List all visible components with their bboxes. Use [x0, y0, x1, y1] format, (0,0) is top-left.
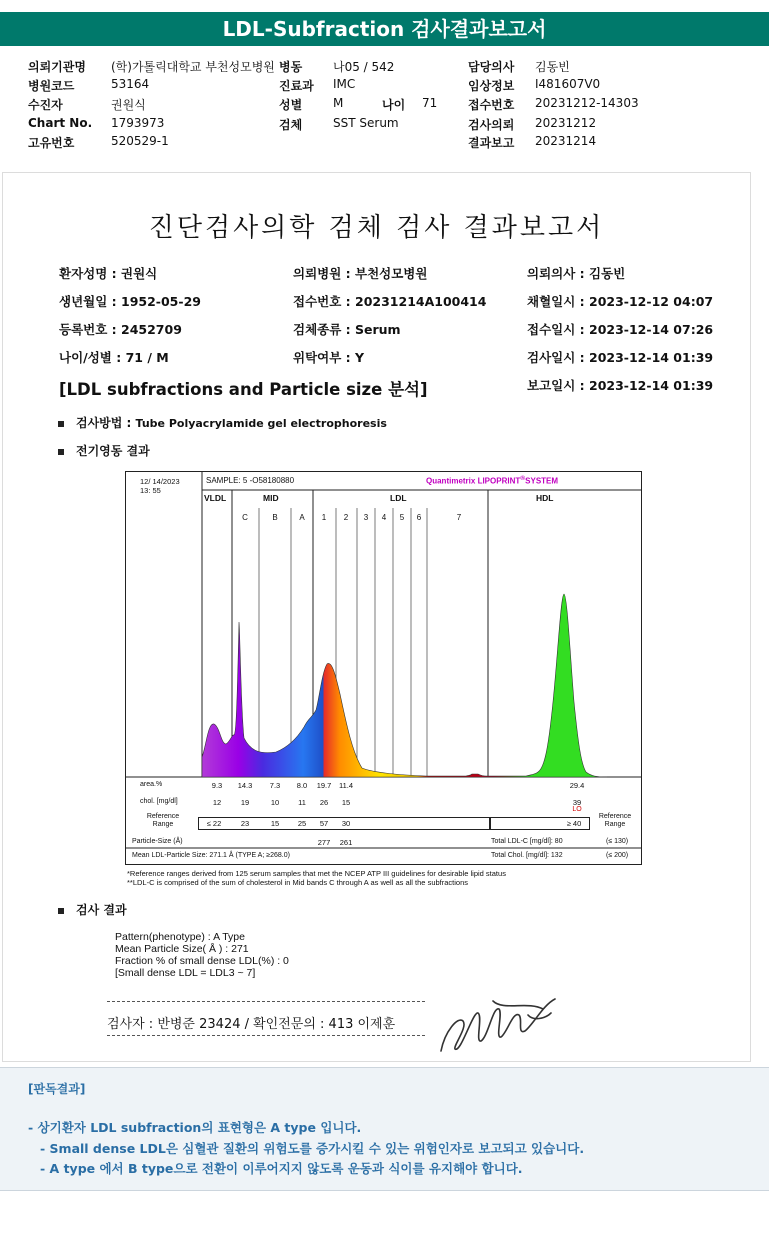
hdr-label: 성별 — [279, 98, 303, 112]
electrophoresis-curve — [202, 594, 607, 777]
result-pattern: Pattern(phenotype) : A Type — [115, 931, 245, 943]
handwritten-signature — [433, 991, 563, 1061]
field-registration-no: 등록번호 : 2452709 — [59, 322, 182, 337]
result-line — [58, 901, 127, 918]
hdr-value: 20231212 — [535, 116, 597, 130]
hdr-value: 71 — [422, 96, 438, 110]
field-hospital: 의뢰병원 : 부천성모병원 — [293, 266, 428, 281]
area-label: area.% — [140, 781, 163, 788]
chol-value: 12 — [212, 798, 222, 807]
brand-mark: ® — [520, 475, 526, 482]
field-doctor: 의뢰의사 : 김동빈 — [527, 266, 626, 281]
band-label: 4 — [381, 513, 387, 522]
band-label: 5 — [399, 513, 405, 522]
brand-suffix: SYSTEM — [525, 476, 559, 486]
hdr-value: 1793973 — [111, 116, 165, 130]
interpretation-line: - 상기환자 LDL subfraction의 표현형은 A type 입니다. — [28, 1120, 362, 1135]
footnote-1: *Reference ranges derived from 125 serum samples that met the NCEP ATP III guidelines for desirable lipid status — [127, 869, 506, 878]
bullet-icon — [58, 421, 64, 427]
bullet-icon — [58, 449, 64, 455]
band-label: 7 — [456, 513, 462, 522]
hdr-label: 검체 — [279, 118, 303, 132]
hdr-label: 수진자 — [28, 98, 63, 112]
area-value: 14.3 — [237, 781, 253, 790]
hdl-area-value: 29.4 — [569, 781, 585, 790]
region-mid: MID — [263, 493, 279, 503]
ref-label-right: Reference Range — [598, 813, 632, 828]
method-value: Tube Polyacrylamide gel electrophoresis — [135, 417, 387, 430]
total-ldl-ref: (≤ 130) — [606, 838, 629, 845]
hdr-label: 검사의뢰 — [468, 118, 515, 132]
electro-label: 전기영동 결과 — [76, 444, 150, 458]
hdr-value: I481607V0 — [535, 77, 601, 91]
ref-hdl-value: ≥ 40 — [566, 819, 582, 828]
electro-line — [58, 442, 150, 459]
area-value: 9.3 — [211, 781, 223, 790]
hdr-value: 520529-1 — [111, 134, 169, 148]
hdr-value: 20231212-14303 — [535, 96, 639, 110]
hdr-value: 20231214 — [535, 134, 597, 148]
hdl-low-flag: LO — [572, 806, 582, 813]
hdr-value: (학)가톨릭대학교 부천성모병원 — [111, 60, 275, 74]
ref-label-left: Reference Range — [146, 813, 180, 828]
signature-divider — [107, 1001, 425, 1002]
hdr-label: 진료과 — [279, 79, 314, 93]
hdr-label: 병원코드 — [28, 79, 75, 93]
ref-value: 25 — [297, 819, 307, 828]
region-ldl: LDL — [390, 493, 407, 503]
interpretation-line: - Small dense LDL은 심혈관 질환의 위험도를 증가시킬 수 있는 위험인자로 보고되고 있습니다. — [40, 1141, 585, 1156]
band-label: B — [272, 513, 278, 522]
result-mean-size: Mean Particle Size( Å ) : 271 — [115, 943, 249, 955]
section-title: [LDL subfractions and Particle size 분석] — [59, 380, 428, 399]
total-chol-ref: (≤ 200) — [606, 852, 629, 859]
hdr-label: 담당의사 — [468, 60, 515, 74]
brand-name: Quantimetrix LIPOPRINT — [426, 476, 521, 486]
chart-date: 12/ 14/2023 — [140, 477, 180, 486]
total-ldl: Total LDL-C [mg/dl]: 80 — [491, 838, 563, 845]
band-label: 3 — [363, 513, 369, 522]
signature-divider — [107, 1035, 425, 1036]
band-label: 2 — [343, 513, 349, 522]
ref-vldl-value: ≤ 22 — [206, 819, 222, 828]
hdr-value: 김동빈 — [535, 60, 570, 74]
ref-value: 15 — [270, 819, 280, 828]
field-test-time: 검사일시 : 2023-12-14 01:39 — [527, 350, 714, 365]
band-label: 1 — [321, 513, 327, 522]
field-consignment: 위탁여부 : Y — [293, 350, 365, 365]
interpretation-line: - A type 에서 B type으로 전환이 이루어지지 않도록 운동과 식이를 유지해야 합니다. — [40, 1161, 523, 1176]
hdr-value: 53164 — [111, 77, 150, 91]
ref-value: 57 — [319, 819, 329, 828]
field-collection-time: 채혈일시 : 2023-12-12 04:07 — [527, 294, 714, 309]
chart-time: 13: 55 — [140, 486, 161, 495]
region-hdl: HDL — [536, 493, 554, 503]
particle-size-value: 277 — [317, 838, 331, 847]
hdr-value: SST Serum — [333, 116, 399, 130]
total-chol: Total Chol. [mg/dl]: 132 — [491, 852, 563, 859]
report-title: 진단검사의학 검체 검사 결과보고서 — [148, 213, 605, 243]
lab-report — [2, 172, 751, 1062]
ref-value: 30 — [341, 819, 351, 828]
hdr-label: 의뢰기관명 — [28, 60, 86, 74]
chart-sample: SAMPLE: 5 -O58180880 — [206, 476, 295, 485]
chol-value: 11 — [298, 798, 306, 807]
footnote-2: **LDL-C is comprised of the sum of cholesterol in Mid bands C through A as well as all the subfractions — [127, 878, 469, 887]
mean-size: Mean LDL-Particle Size: 271.1 Å (TYPE A; ≥268.0) — [132, 852, 290, 859]
result-label: 검사 결과 — [76, 903, 127, 917]
field-age-sex: 나이/성별 : 71 / M — [59, 350, 169, 365]
chol-value: 26 — [319, 798, 329, 807]
lipoprint-chart — [125, 471, 642, 865]
chart-brand — [426, 475, 558, 486]
area-value: 8.0 — [296, 781, 308, 790]
hdr-label: 결과보고 — [468, 136, 515, 150]
hdr-label: 병동 — [279, 60, 303, 74]
method-line — [58, 414, 387, 431]
signature-line: 검사자 : 반병준 23424 / 확인전문의 : 413 이제훈 — [107, 1017, 396, 1032]
field-birthdate: 생년월일 : 1952-05-29 — [59, 294, 201, 309]
hdr-label: 접수번호 — [468, 98, 515, 112]
hdr-value: IMC — [333, 77, 356, 91]
area-value: 11.4 — [338, 781, 354, 790]
particle-size-value: 261 — [339, 838, 353, 847]
interpretation-panel — [0, 1067, 769, 1191]
field-patient-name: 환자성명 : 권원식 — [59, 266, 158, 281]
hdr-label: 고유번호 — [28, 136, 75, 150]
chol-value: 19 — [240, 798, 250, 807]
ref-value: 23 — [240, 819, 250, 828]
band-label: A — [299, 513, 305, 522]
result-fraction: Fraction % of small dense LDL(%) : 0 — [115, 955, 289, 967]
method-label: 검사방법 : — [76, 416, 136, 430]
result-definition: [Small dense LDL = LDL3 ~ 7] — [115, 967, 256, 979]
hdr-label: 나이 — [382, 98, 406, 112]
report-banner: LDL-Subfraction 검사결과보고서 — [0, 12, 769, 46]
hdr-label: Chart No. — [28, 116, 93, 130]
band-label: C — [242, 513, 248, 522]
hdr-value: M — [333, 96, 344, 110]
interpretation-title: [판독결과] — [28, 1082, 86, 1096]
chol-label: chol. [mg/dl] — [140, 798, 178, 805]
hdl-chol-value: 39 — [572, 798, 582, 807]
field-receipt-no: 접수번호 : 20231214A100414 — [293, 294, 487, 309]
hdr-value: 권원식 — [111, 98, 146, 112]
psize-label: Particle-Size (Å) — [132, 838, 183, 845]
field-specimen: 검체종류 : Serum — [293, 322, 401, 337]
field-report-time: 보고일시 : 2023-12-14 01:39 — [527, 378, 714, 393]
chol-value: 15 — [341, 798, 351, 807]
hdr-label: 임상정보 — [468, 79, 515, 93]
chol-value: 10 — [270, 798, 280, 807]
band-label: 6 — [416, 513, 422, 522]
area-value: 7.3 — [269, 781, 281, 790]
hdr-value: 나05 / 542 — [333, 60, 395, 74]
field-receipt-time: 접수일시 : 2023-12-14 07:26 — [527, 322, 714, 337]
bullet-icon — [58, 908, 64, 914]
area-value: 19.7 — [316, 781, 332, 790]
region-vldl: VLDL — [204, 493, 227, 503]
